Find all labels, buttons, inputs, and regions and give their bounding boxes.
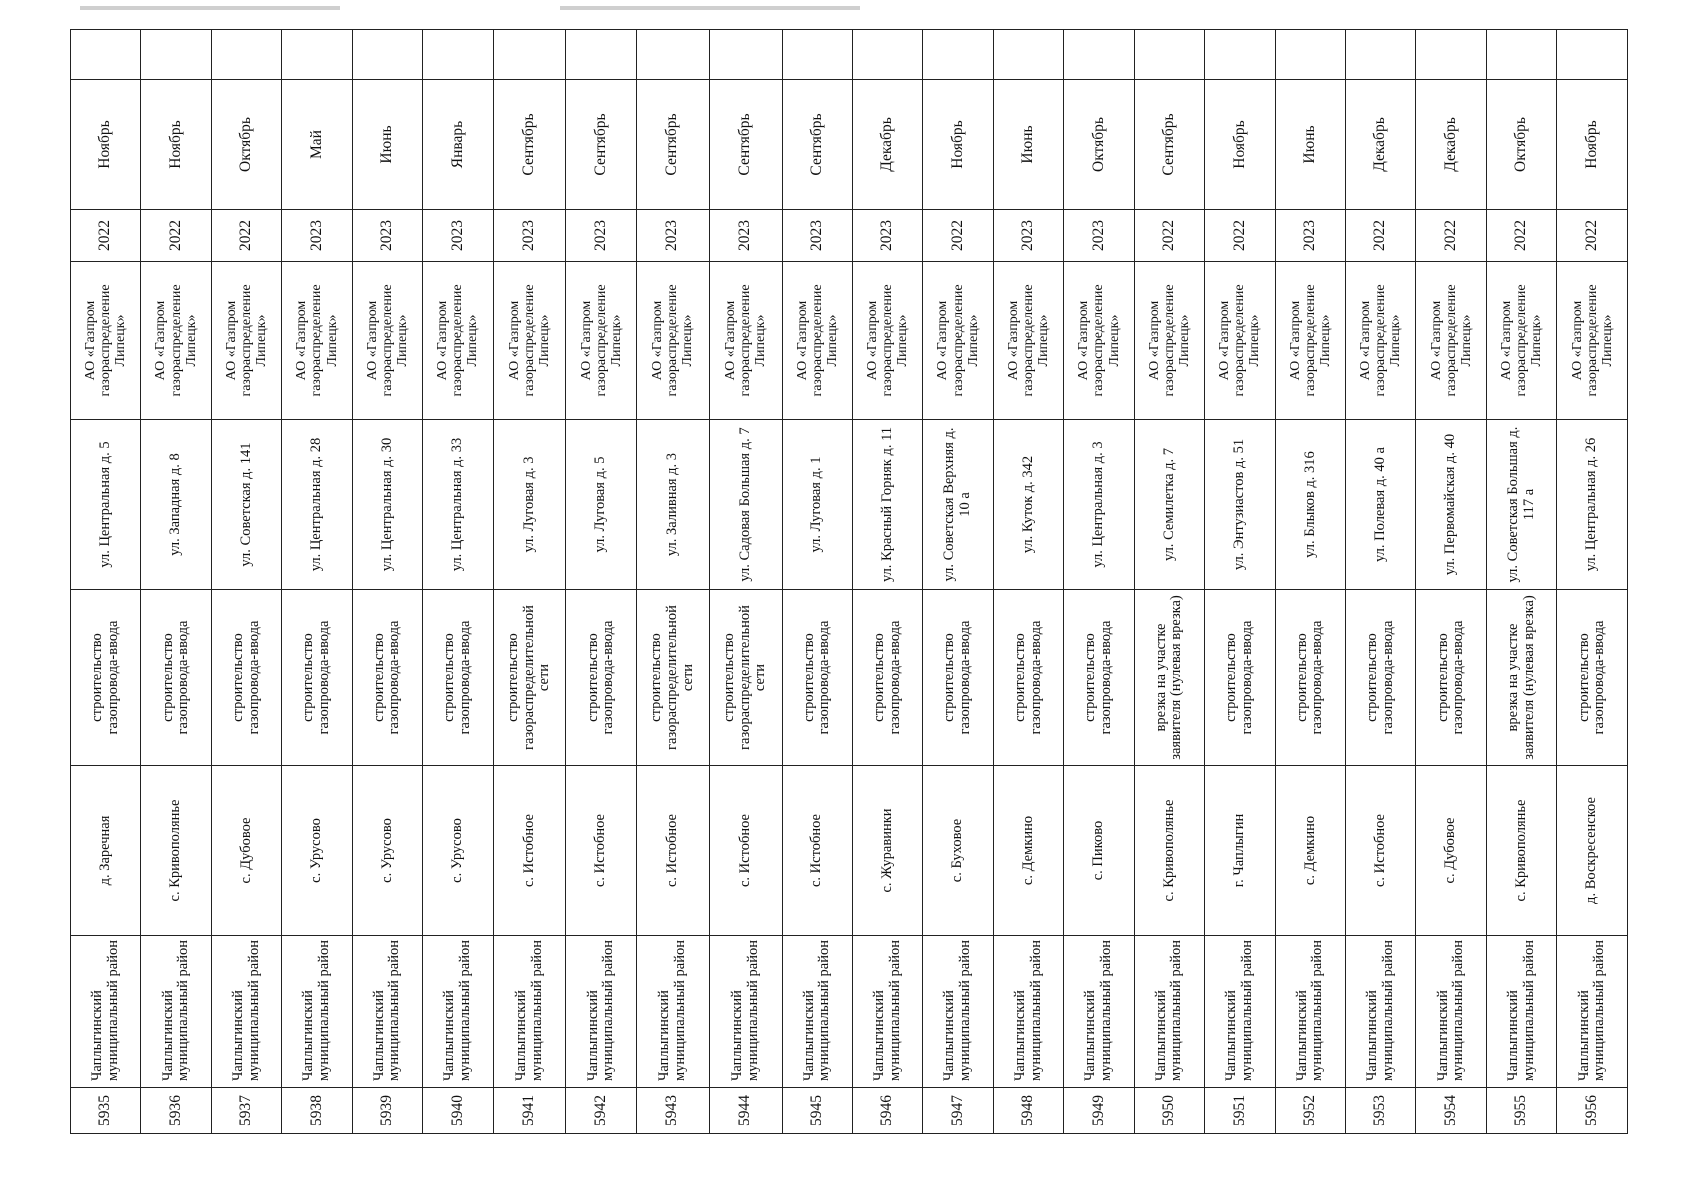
work-type-cell: врезка на участке заявителя (нулевая врезка) [1486, 590, 1556, 766]
organization-cell: АО «Газпром газораспределение Липецк» [566, 262, 636, 420]
year-cell: 2022 [141, 210, 211, 262]
row-number: 5950 [1134, 1088, 1204, 1134]
municipality-cell: Чаплыгинский муниципальный район [1134, 936, 1204, 1088]
work-type-cell: строительство газопровода-ввода [352, 590, 422, 766]
month-cell: Июнь [1275, 80, 1345, 210]
address-cell: ул. Центральная д. 26 [1557, 420, 1628, 590]
settlement-cell: с. Кривополянье [141, 766, 211, 936]
work-type-cell: строительство газопровода-ввода [423, 590, 493, 766]
work-type-cell: строительство газопровода-ввода [211, 590, 281, 766]
organization-cell: АО «Газпром газораспределение Липецк» [1064, 262, 1134, 420]
gasification-table [70, 29, 1628, 1134]
month-cell: Июнь [993, 80, 1063, 210]
municipality-cell: Чаплыгинский муниципальный район [352, 936, 422, 1088]
address-cell: ул. Первомайская д. 40 [1416, 420, 1486, 590]
settlement-cell: с. Урусово [423, 766, 493, 936]
organization-cell: АО «Газпром газораспределение Липецк» [1275, 262, 1345, 420]
year-cell: 2022 [1557, 210, 1628, 262]
table-row [1557, 30, 1628, 1134]
month-cell: Май [282, 80, 352, 210]
row-number: 5945 [782, 1088, 852, 1134]
settlement-cell: с. Кривополянье [1486, 766, 1556, 936]
year-cell: 2022 [1416, 210, 1486, 262]
organization-cell: АО «Газпром газораспределение Липецк» [993, 262, 1063, 420]
municipality-cell: Чаплыгинский муниципальный район [1205, 936, 1275, 1088]
address-cell: ул. Советская Большая д. 117 а [1486, 420, 1556, 590]
organization-cell: АО «Газпром газораспределение Липецк» [282, 262, 352, 420]
year-cell: 2022 [71, 210, 141, 262]
empty-cell [1486, 30, 1556, 80]
empty-cell [71, 30, 141, 80]
address-cell: ул. Центральная д. 33 [423, 420, 493, 590]
settlement-cell: с. Пиково [1064, 766, 1134, 936]
organization-cell: АО «Газпром газораспределение Липецк» [352, 262, 422, 420]
address-cell: ул. Энтузиастов д. 51 [1205, 420, 1275, 590]
month-cell: Декабрь [852, 80, 922, 210]
organization-cell: АО «Газпром газораспределение Липецк» [1557, 262, 1628, 420]
year-cell: 2023 [352, 210, 422, 262]
organization-cell: АО «Газпром газораспределение Липецк» [71, 262, 141, 420]
municipality-cell: Чаплыгинский муниципальный район [636, 936, 709, 1088]
year-cell: 2023 [636, 210, 709, 262]
table-row [423, 30, 493, 1134]
organization-cell: АО «Газпром газораспределение Липецк» [1416, 262, 1486, 420]
municipality-cell: Чаплыгинский муниципальный район [923, 936, 993, 1088]
municipality-cell: Чаплыгинский муниципальный район [1486, 936, 1556, 1088]
settlement-cell: г. Чаплыгин [1205, 766, 1275, 936]
row-number: 5953 [1346, 1088, 1416, 1134]
work-type-cell: строительство газопровода-ввода [1205, 590, 1275, 766]
empty-cell [1275, 30, 1345, 80]
empty-cell [282, 30, 352, 80]
empty-cell [636, 30, 709, 80]
empty-cell [709, 30, 782, 80]
municipality-cell: Чаплыгинский муниципальный район [709, 936, 782, 1088]
organization-cell: АО «Газпром газораспределение Липецк» [423, 262, 493, 420]
year-cell: 2023 [782, 210, 852, 262]
row-number: 5952 [1275, 1088, 1345, 1134]
work-type-cell: строительство газораспределительной сети [636, 590, 709, 766]
row-number: 5943 [636, 1088, 709, 1134]
rotated-table-container [70, 30, 1628, 1134]
month-cell: Ноябрь [1205, 80, 1275, 210]
table-row [352, 30, 422, 1134]
row-number: 5951 [1205, 1088, 1275, 1134]
organization-cell: АО «Газпром газораспределение Липецк» [636, 262, 709, 420]
address-cell: ул. Куток д. 342 [993, 420, 1063, 590]
table-row [993, 30, 1063, 1134]
empty-cell [1416, 30, 1486, 80]
table-row [852, 30, 922, 1134]
settlement-cell: с. Урусово [352, 766, 422, 936]
scan-artifact [80, 6, 340, 10]
settlement-cell: с. Демкино [993, 766, 1063, 936]
month-cell: Сентябрь [709, 80, 782, 210]
table-row [282, 30, 352, 1134]
address-cell: ул. Полевая д. 40 а [1346, 420, 1416, 590]
work-type-cell: строительство газопровода-ввода [1416, 590, 1486, 766]
organization-cell: АО «Газпром газораспределение Липецк» [923, 262, 993, 420]
organization-cell: АО «Газпром газораспределение Липецк» [1486, 262, 1556, 420]
year-cell: 2023 [993, 210, 1063, 262]
empty-cell [923, 30, 993, 80]
year-cell: 2022 [923, 210, 993, 262]
empty-cell [566, 30, 636, 80]
table-row [141, 30, 211, 1134]
municipality-cell: Чаплыгинский муниципальный район [1416, 936, 1486, 1088]
table-row [493, 30, 566, 1134]
organization-cell: АО «Газпром газораспределение Липецк» [782, 262, 852, 420]
empty-cell [352, 30, 422, 80]
organization-cell: АО «Газпром газораспределение Липецк» [211, 262, 281, 420]
settlement-cell: с. Истобное [636, 766, 709, 936]
address-cell: ул. Луговая д. 1 [782, 420, 852, 590]
month-cell: Октябрь [1064, 80, 1134, 210]
table-row [636, 30, 709, 1134]
row-number: 5939 [352, 1088, 422, 1134]
month-cell: Сентябрь [782, 80, 852, 210]
month-cell: Январь [423, 80, 493, 210]
empty-cell [1346, 30, 1416, 80]
empty-cell [1557, 30, 1628, 80]
row-number: 5935 [71, 1088, 141, 1134]
empty-cell [1134, 30, 1204, 80]
table-row [1205, 30, 1275, 1134]
settlement-cell: с. Буховое [923, 766, 993, 936]
work-type-cell: строительство газораспределительной сети [493, 590, 566, 766]
table-row [71, 30, 141, 1134]
row-number: 5949 [1064, 1088, 1134, 1134]
work-type-cell: строительство газопровода-ввода [566, 590, 636, 766]
municipality-cell: Чаплыгинский муниципальный район [141, 936, 211, 1088]
row-number: 5955 [1486, 1088, 1556, 1134]
month-cell: Ноябрь [141, 80, 211, 210]
work-type-cell: строительство газопровода-ввода [993, 590, 1063, 766]
month-cell: Сентябрь [636, 80, 709, 210]
month-cell: Сентябрь [1134, 80, 1204, 210]
year-cell: 2023 [493, 210, 566, 262]
work-type-cell: строительство газопровода-ввода [1064, 590, 1134, 766]
settlement-cell: с. Кривополянье [1134, 766, 1204, 936]
settlement-cell: с. Истобное [709, 766, 782, 936]
work-type-cell: врезка на участке заявителя (нулевая врезка) [1134, 590, 1204, 766]
municipality-cell: Чаплыгинский муниципальный район [1275, 936, 1345, 1088]
municipality-cell: Чаплыгинский муниципальный район [1064, 936, 1134, 1088]
address-cell: ул. Западная д. 8 [141, 420, 211, 590]
year-cell: 2022 [1486, 210, 1556, 262]
scan-artifact [560, 6, 860, 10]
work-type-cell: строительство газопровода-ввода [1557, 590, 1628, 766]
empty-cell [423, 30, 493, 80]
address-cell: ул. Семилетка д. 7 [1134, 420, 1204, 590]
year-cell: 2022 [1346, 210, 1416, 262]
address-cell: ул. Заливная д. 3 [636, 420, 709, 590]
month-cell: Июнь [352, 80, 422, 210]
work-type-cell: строительство газопровода-ввода [1275, 590, 1345, 766]
month-cell: Октябрь [1486, 80, 1556, 210]
organization-cell: АО «Газпром газораспределение Липецк» [1205, 262, 1275, 420]
row-number: 5936 [141, 1088, 211, 1134]
year-cell: 2022 [211, 210, 281, 262]
row-number: 5941 [493, 1088, 566, 1134]
municipality-cell: Чаплыгинский муниципальный район [71, 936, 141, 1088]
year-cell: 2023 [852, 210, 922, 262]
settlement-cell: д. Заречная [71, 766, 141, 936]
month-cell: Октябрь [211, 80, 281, 210]
table-row [1064, 30, 1134, 1134]
address-cell: ул. Центральная д. 30 [352, 420, 422, 590]
row-number: 5948 [993, 1088, 1063, 1134]
settlement-cell: с. Истобное [493, 766, 566, 936]
organization-cell: АО «Газпром газораспределение Липецк» [852, 262, 922, 420]
table-row [782, 30, 852, 1134]
work-type-cell: строительство газораспределительной сети [709, 590, 782, 766]
table-row [211, 30, 281, 1134]
address-cell: ул. Красный Горняк д. 11 [852, 420, 922, 590]
month-cell: Сентябрь [566, 80, 636, 210]
empty-cell [493, 30, 566, 80]
municipality-cell: Чаплыгинский муниципальный район [282, 936, 352, 1088]
table-row [1134, 30, 1204, 1134]
year-cell: 2023 [709, 210, 782, 262]
work-type-cell: строительство газопровода-ввода [852, 590, 922, 766]
municipality-cell: Чаплыгинский муниципальный район [211, 936, 281, 1088]
row-number: 5942 [566, 1088, 636, 1134]
month-cell: Ноябрь [1557, 80, 1628, 210]
address-cell: ул. Центральная д. 3 [1064, 420, 1134, 590]
organization-cell: АО «Газпром газораспределение Липецк» [141, 262, 211, 420]
empty-cell [141, 30, 211, 80]
empty-cell [1064, 30, 1134, 80]
empty-cell [782, 30, 852, 80]
table-row [709, 30, 782, 1134]
table-row [1346, 30, 1416, 1134]
address-cell: ул. Советская д. 141 [211, 420, 281, 590]
municipality-cell: Чаплыгинский муниципальный район [423, 936, 493, 1088]
year-cell: 2023 [1275, 210, 1345, 262]
work-type-cell: строительство газопровода-ввода [141, 590, 211, 766]
empty-cell [1205, 30, 1275, 80]
month-cell: Ноябрь [923, 80, 993, 210]
settlement-cell: с. Истобное [782, 766, 852, 936]
work-type-cell: строительство газопровода-ввода [282, 590, 352, 766]
settlement-cell: с. Истобное [1346, 766, 1416, 936]
organization-cell: АО «Газпром газораспределение Липецк» [1346, 262, 1416, 420]
work-type-cell: строительство газопровода-ввода [71, 590, 141, 766]
settlement-cell: с. Демкино [1275, 766, 1345, 936]
year-cell: 2023 [282, 210, 352, 262]
year-cell: 2022 [1205, 210, 1275, 262]
empty-cell [993, 30, 1063, 80]
row-number: 5944 [709, 1088, 782, 1134]
row-number: 5947 [923, 1088, 993, 1134]
table-body [71, 30, 1628, 1134]
organization-cell: АО «Газпром газораспределение Липецк» [1134, 262, 1204, 420]
settlement-cell: с. Журавинки [852, 766, 922, 936]
settlement-cell: с. Урусово [282, 766, 352, 936]
table-row [566, 30, 636, 1134]
municipality-cell: Чаплыгинский муниципальный район [782, 936, 852, 1088]
year-cell: 2023 [1064, 210, 1134, 262]
municipality-cell: Чаплыгинский муниципальный район [566, 936, 636, 1088]
month-cell: Декабрь [1346, 80, 1416, 210]
municipality-cell: Чаплыгинский муниципальный район [1557, 936, 1628, 1088]
table-row [1486, 30, 1556, 1134]
organization-cell: АО «Газпром газораспределение Липецк» [493, 262, 566, 420]
address-cell: ул. Садовая Большая д. 7 [709, 420, 782, 590]
address-cell: ул. Блыков д. 316 [1275, 420, 1345, 590]
settlement-cell: с. Дубовое [211, 766, 281, 936]
month-cell: Сентябрь [493, 80, 566, 210]
municipality-cell: Чаплыгинский муниципальный район [852, 936, 922, 1088]
settlement-cell: д. Воскресенское [1557, 766, 1628, 936]
settlement-cell: с. Дубовое [1416, 766, 1486, 936]
row-number: 5938 [282, 1088, 352, 1134]
municipality-cell: Чаплыгинский муниципальный район [493, 936, 566, 1088]
row-number: 5956 [1557, 1088, 1628, 1134]
address-cell: ул. Луговая д. 5 [566, 420, 636, 590]
table-row [923, 30, 993, 1134]
organization-cell: АО «Газпром газораспределение Липецк» [709, 262, 782, 420]
year-cell: 2023 [423, 210, 493, 262]
row-number: 5954 [1416, 1088, 1486, 1134]
year-cell: 2023 [566, 210, 636, 262]
address-cell: ул. Центральная д. 5 [71, 420, 141, 590]
empty-cell [852, 30, 922, 80]
row-number: 5940 [423, 1088, 493, 1134]
row-number: 5937 [211, 1088, 281, 1134]
work-type-cell: строительство газопровода-ввода [782, 590, 852, 766]
address-cell: ул. Луговая д. 3 [493, 420, 566, 590]
work-type-cell: строительство газопровода-ввода [923, 590, 993, 766]
year-cell: 2022 [1134, 210, 1204, 262]
month-cell: Ноябрь [71, 80, 141, 210]
table-row [1416, 30, 1486, 1134]
municipality-cell: Чаплыгинский муниципальный район [993, 936, 1063, 1088]
row-number: 5946 [852, 1088, 922, 1134]
address-cell: ул. Центральная д. 28 [282, 420, 352, 590]
empty-cell [211, 30, 281, 80]
municipality-cell: Чаплыгинский муниципальный район [1346, 936, 1416, 1088]
month-cell: Декабрь [1416, 80, 1486, 210]
address-cell: ул. Советская Верхняя д. 10 а [923, 420, 993, 590]
table-row [1275, 30, 1345, 1134]
document-page [70, 30, 1628, 1134]
work-type-cell: строительство газопровода-ввода [1346, 590, 1416, 766]
settlement-cell: с. Истобное [566, 766, 636, 936]
